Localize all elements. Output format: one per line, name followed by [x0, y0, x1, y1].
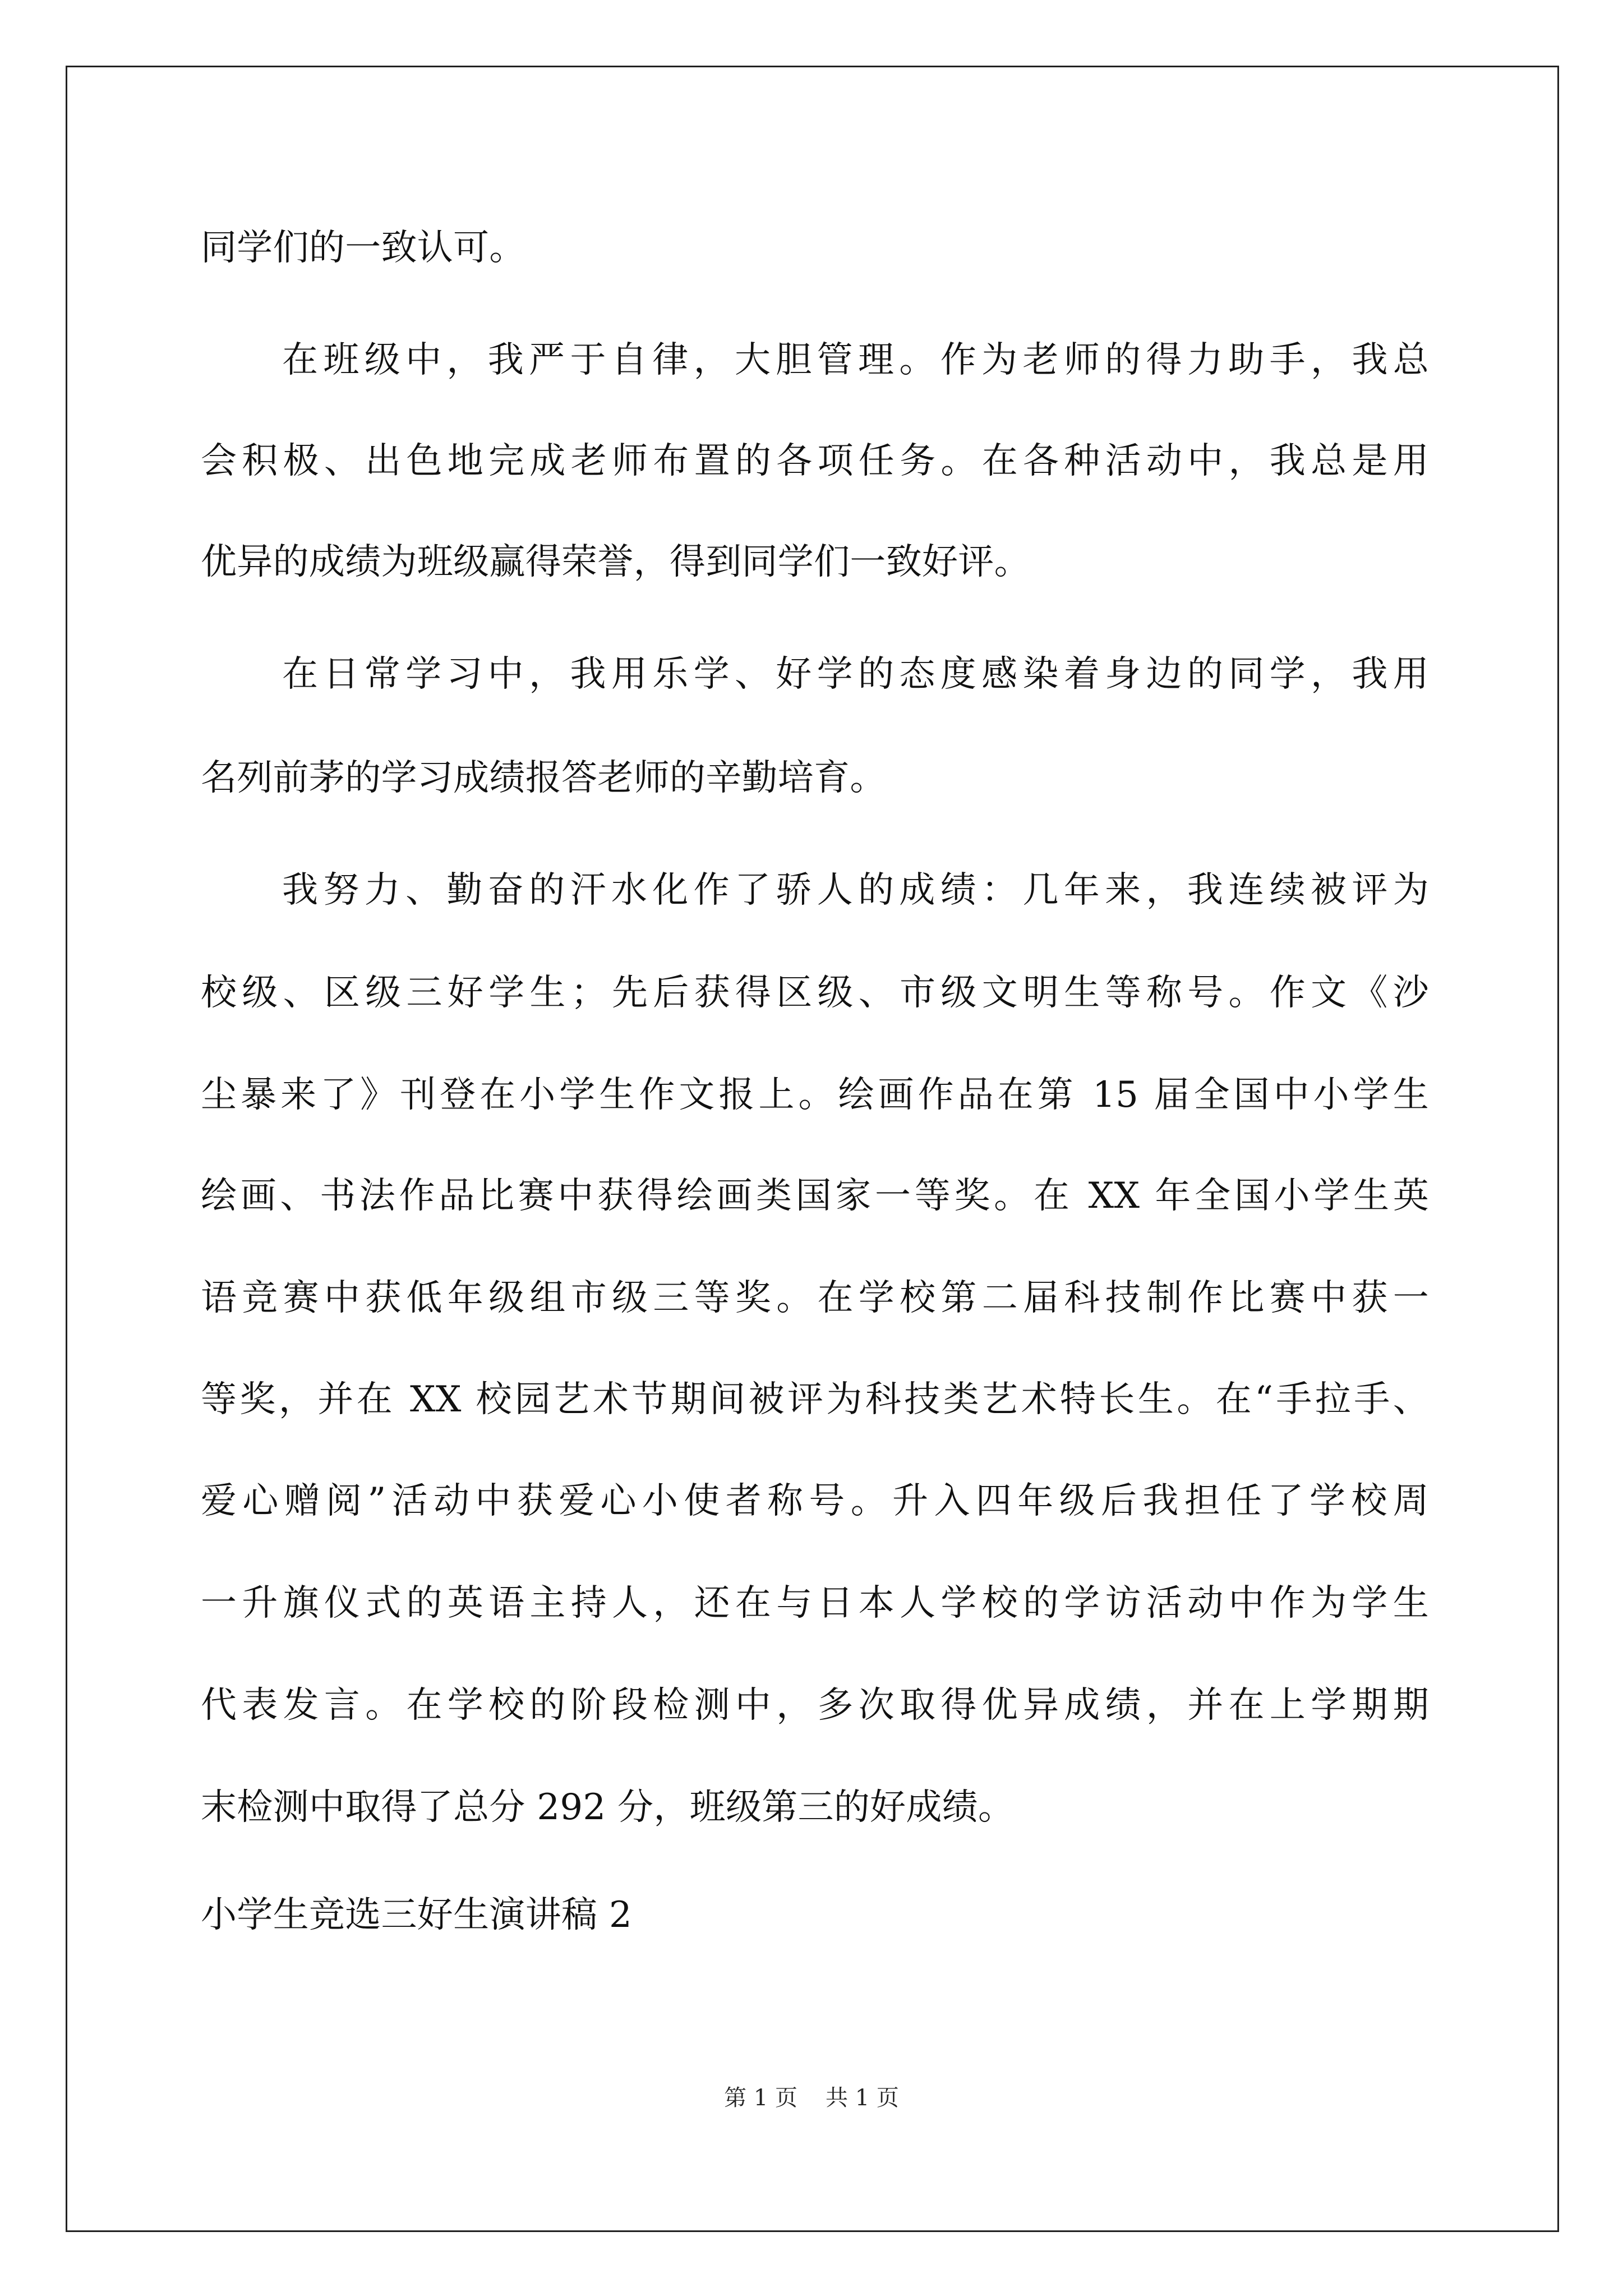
paragraph-first-line: 在班级中，我严于自律，大胆管理。作为老师的得力助手，我总: [282, 339, 1429, 381]
page-footer: [0, 2087, 1623, 2109]
text-line: 代表发言。在学校的阶段检测中，多次取得优异成绩，并在上学期期: [201, 1685, 1429, 1726]
text-line: 同学们的一致认可。: [201, 227, 525, 269]
text-line: 会积极、出色地完成老师布置的各项任务。在各种活动中，我总是用: [201, 440, 1429, 482]
text-line: 末检测中取得了总分 292 分，班级第三的好成绩。: [201, 1787, 1015, 1828]
page-number: 第 1 页: [724, 2085, 797, 2111]
text-line: 绘画、书法作品比赛中获得绘画类国家一等奖。在 XX 年全国小学生英: [201, 1175, 1429, 1217]
paragraph-first-line: 在日常学习中，我用乐学、好学的态度感染着身边的同学，我用: [282, 654, 1429, 695]
text-line: 名列前茅的学习成绩报答老师的辛勤培育。: [201, 757, 886, 799]
text-line: 爱心赠阅”活动中获爱心小使者称号。升入四年级后我担任了学校周: [201, 1480, 1429, 1522]
section-heading: 小学生竞选三好生演讲稿 2: [201, 1894, 632, 1936]
text-line: 优异的成绩为班级赢得荣誉，得到同学们一致好评。: [201, 541, 1030, 583]
text-line: 语竞赛中获低年级组市级三等奖。在学校第二届科技制作比赛中获一: [201, 1277, 1429, 1319]
text-line: 一升旗仪式的英语主持人，还在与日本人学校的学访活动中作为学生: [201, 1582, 1429, 1624]
text-line: 尘暴来了》刊登在小学生作文报上。绘画作品在第 15 届全国中小学生: [201, 1074, 1429, 1116]
paragraph-first-line: 我努力、勤奋的汗水化作了骄人的成绩：几年来，我连续被评为: [282, 869, 1429, 911]
text-line: 等奖，并在 XX 校园艺术节期间被评为科技类艺术特长生。在“手拉手、: [201, 1379, 1429, 1420]
text-line: 校级、区级三好学生；先后获得区级、市级文明生等称号。作文《沙: [201, 972, 1429, 1014]
page-total: 共 1 页: [826, 2085, 899, 2111]
